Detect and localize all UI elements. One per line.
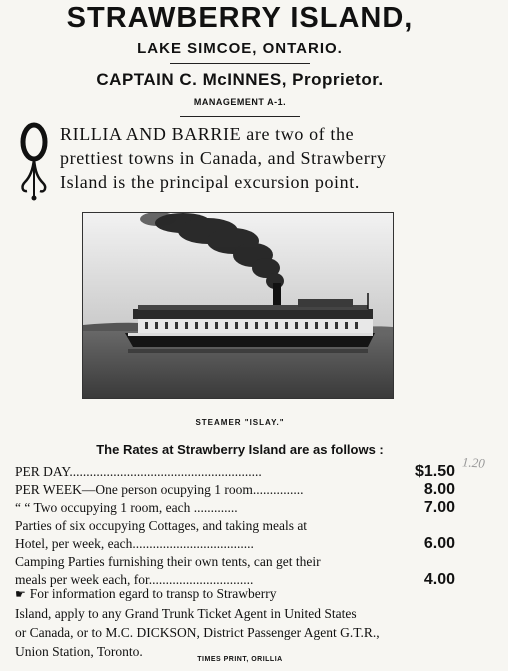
rate-price: 6.00 bbox=[423, 535, 455, 552]
rate-description: Hotel, per week, each.................................... bbox=[15, 536, 254, 551]
photo-caption: STEAMER "ISLAY." bbox=[195, 418, 285, 427]
rate-line bbox=[15, 499, 455, 517]
intro-line: prettiest towns in Canada, and Strawberry bbox=[60, 148, 387, 168]
rate-line bbox=[15, 553, 455, 571]
rate-price: $1.50 bbox=[414, 463, 455, 480]
contact-paragraph bbox=[15, 584, 460, 661]
rate-line bbox=[15, 481, 455, 499]
rate-description: PER DAY......................................................... bbox=[15, 464, 262, 479]
rate-description: meals per week each, for............................... bbox=[15, 572, 254, 587]
rate-description: Parties of six occupying Cottages, and taking meals at bbox=[15, 518, 308, 533]
rate-line bbox=[15, 463, 455, 481]
rate-description: PER WEEK—One person ocupying 1 room............... bbox=[15, 482, 304, 497]
rates-heading: The Rates at Strawberry Island are as follows : bbox=[96, 442, 384, 457]
divider-middle bbox=[180, 116, 300, 117]
contact-line: Island, apply to any Grand Trunk Ticket Agent in United States bbox=[15, 606, 357, 621]
contact-line-text: For information egard to transp to Strawberry bbox=[29, 586, 277, 601]
management-line: MANAGEMENT A-1. bbox=[193, 97, 287, 107]
rate-line bbox=[15, 535, 455, 553]
rate-price: 8.00 bbox=[423, 481, 455, 498]
steamer-photograph bbox=[82, 212, 394, 399]
rate-description: Camping Parties furnishing their own tents, can get their bbox=[15, 554, 321, 569]
contact-line: or Canada, or to M.C. DICKSON, District Passenger Agent G.T.R., bbox=[15, 625, 380, 640]
rate-description: “ “ Two occupying 1 room, each ............. bbox=[15, 500, 238, 515]
intro-line: RILLIA AND BARRIE are two of the bbox=[60, 124, 355, 144]
steamer-illustration bbox=[83, 213, 393, 398]
ornamental-letter-o-icon bbox=[14, 122, 54, 202]
handwritten-margin-note: 1.20 bbox=[461, 454, 486, 471]
proprietor-line: CAPTAIN C. McINNES, Proprietor. bbox=[96, 70, 384, 89]
contact-line bbox=[15, 584, 460, 604]
rate-price: 7.00 bbox=[423, 499, 455, 516]
divider-top bbox=[170, 63, 310, 64]
rate-price: 4.00 bbox=[423, 571, 455, 588]
pointing-hand-icon: ☛ bbox=[15, 587, 26, 601]
intro-paragraph bbox=[60, 122, 465, 194]
rates-list bbox=[15, 463, 455, 589]
intro-line: Island is the principal excursion point. bbox=[60, 172, 360, 192]
location-subtitle: LAKE SIMCOE, ONTARIO. bbox=[137, 40, 343, 57]
page-title: STRAWBERRY ISLAND, bbox=[66, 2, 414, 34]
rate-line bbox=[15, 517, 455, 535]
printer-imprint: TIMES PRINT, ORILLIA bbox=[197, 656, 283, 663]
contact-line: Union Station, Toronto. bbox=[15, 644, 143, 659]
